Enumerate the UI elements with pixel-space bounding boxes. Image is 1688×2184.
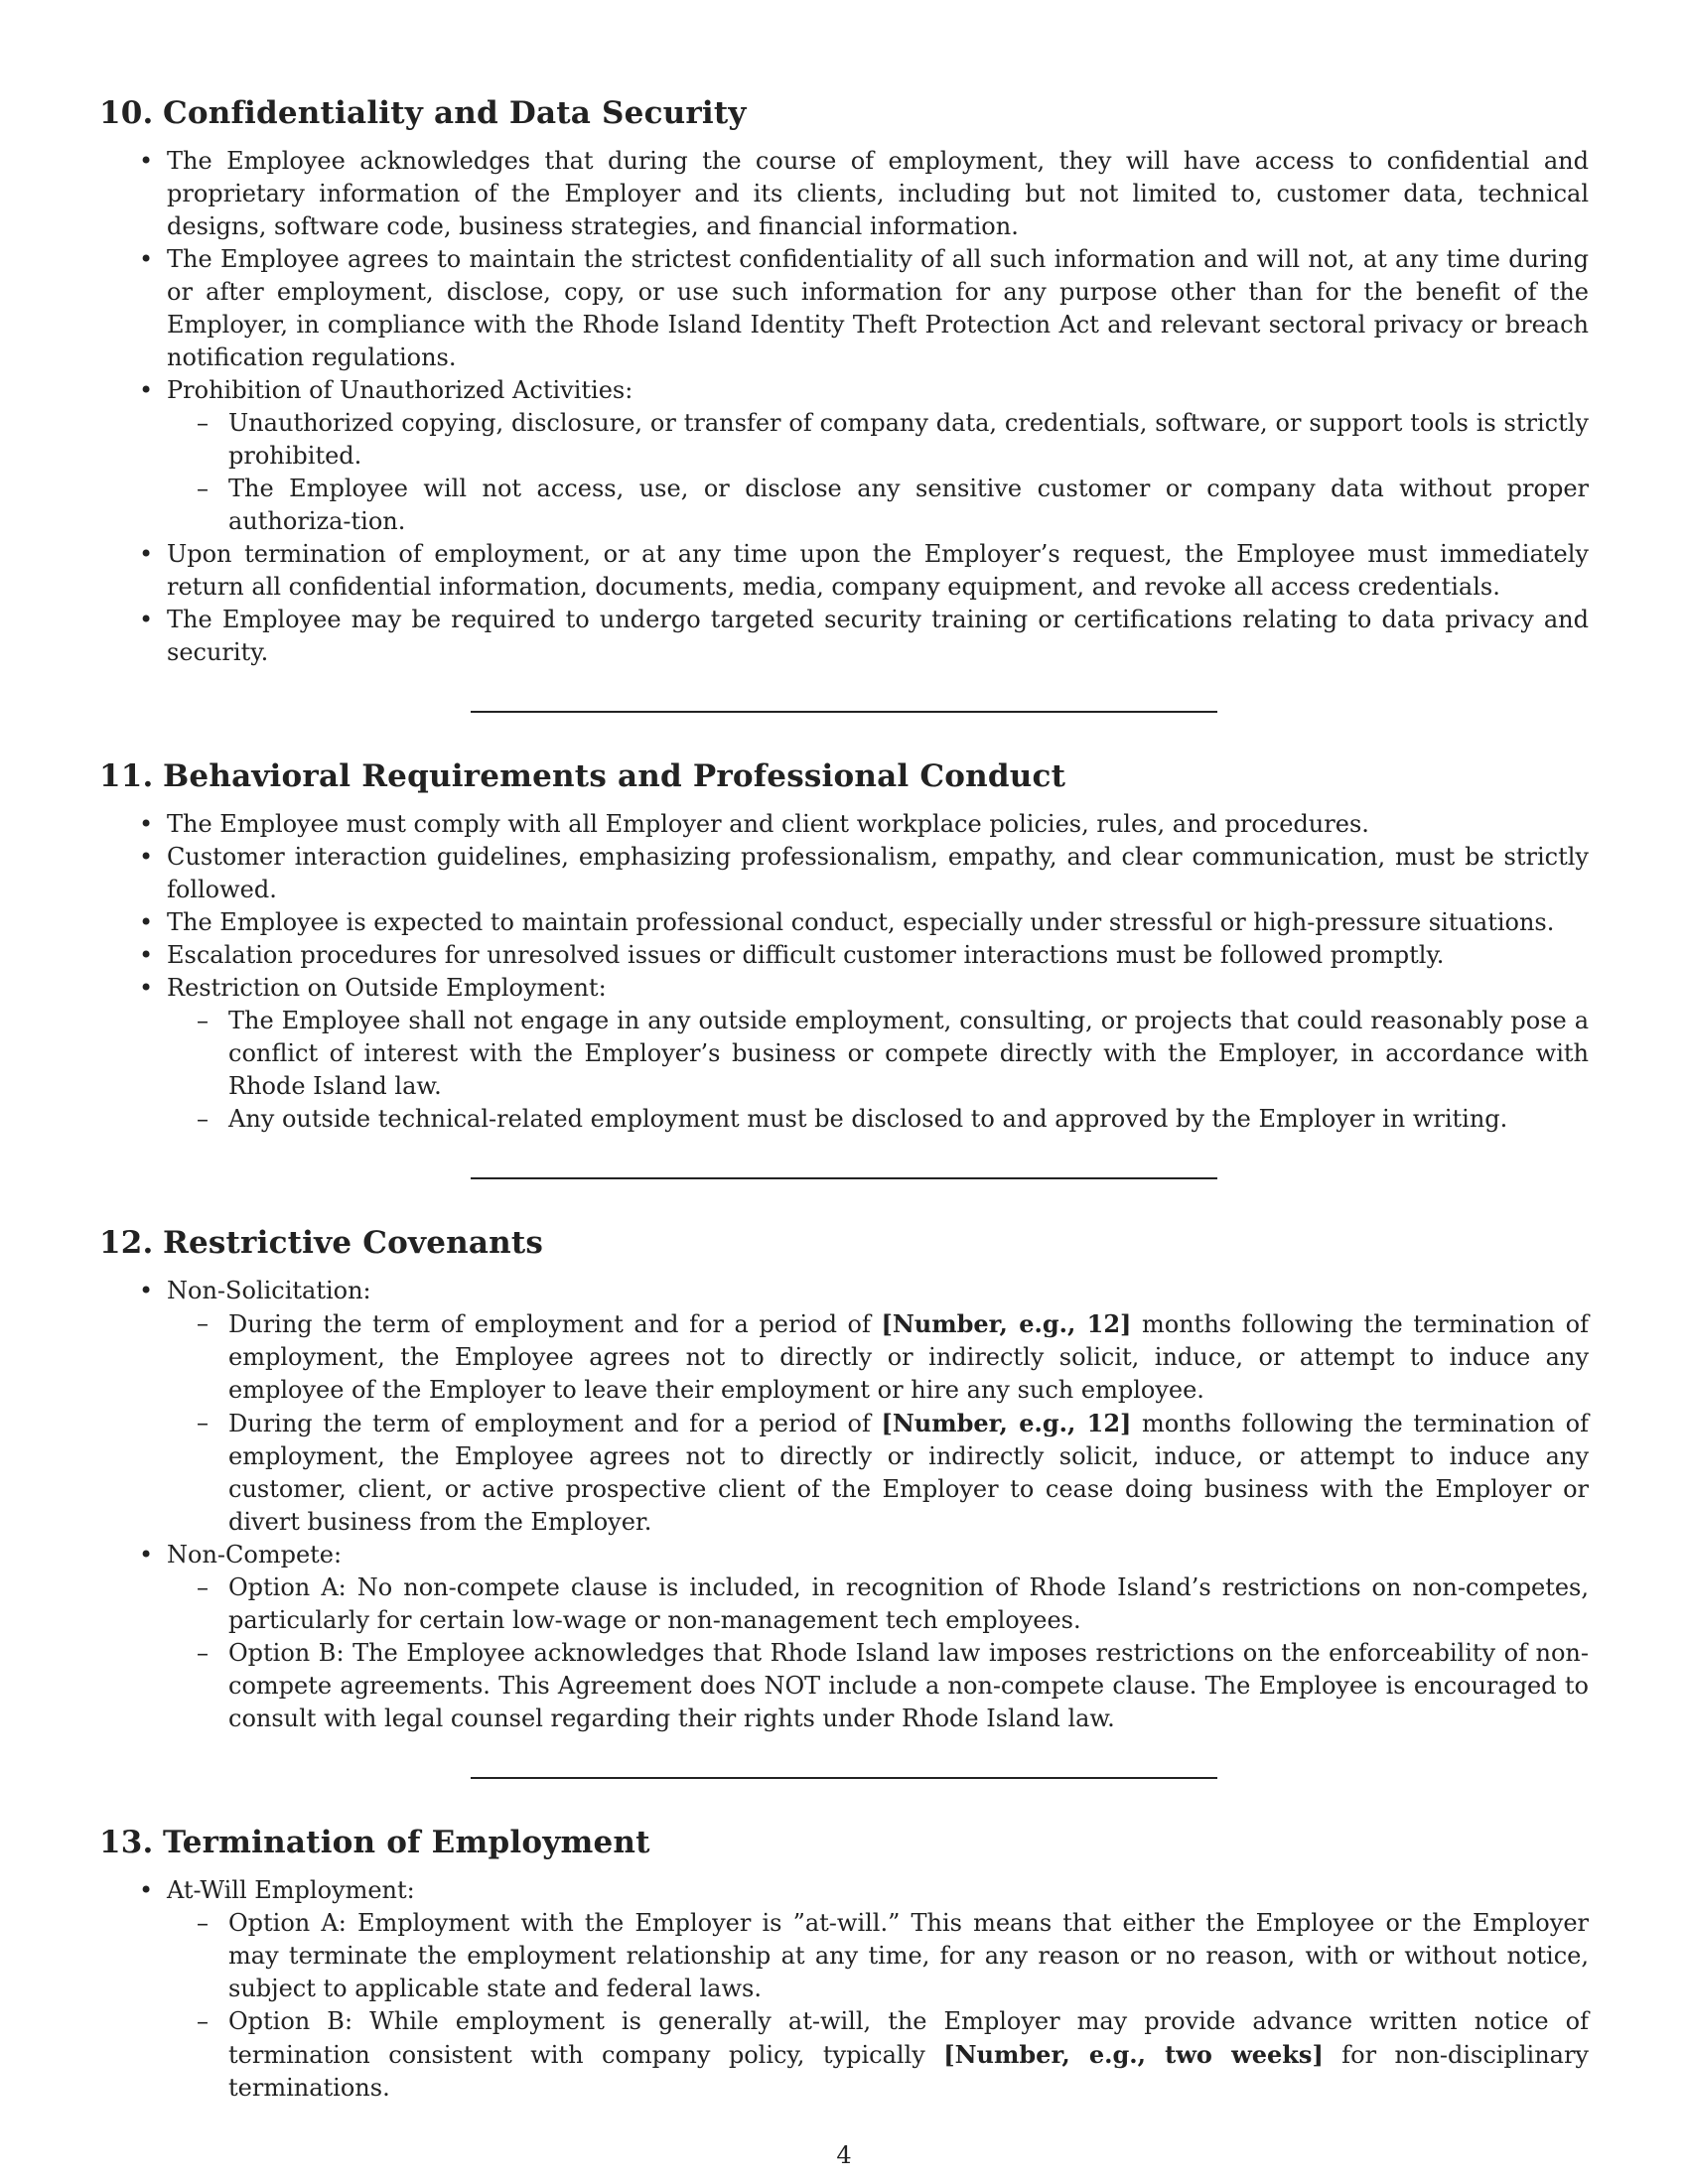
list-item-label: Non-Compete: <box>167 1541 343 1569</box>
list-item-label: Restriction on Outside Employment: <box>167 974 607 1002</box>
list-item-label: Non-Solicitation: <box>167 1277 371 1304</box>
section-heading <box>99 95 1589 131</box>
list-item: • The Employee may be required to undergo targeted security training or certifications relating to data privacy and security. <box>167 604 1589 669</box>
text-run: Option B: While employment is generally at-will, the Employer may provide advance written notice of termination consistent with company policy, typically <box>228 2007 1589 2069</box>
section-divider <box>471 1177 1217 1179</box>
sub-list-item: – Option A: No non-compete clause is included, in recognition of Rhode Island’s restrictions on non-competes, particularly for certain low-wage or non-management tech employees. <box>228 1571 1589 1637</box>
sub-list-item <box>228 1407 1589 1539</box>
document-page <box>99 95 1589 2105</box>
placeholder-field: [Number, e.g., 12] <box>881 1409 1132 1437</box>
sub-list <box>167 407 1589 538</box>
bullet-list <box>99 145 1589 669</box>
list-item: • The Employee must comply with all Employer and client workplace policies, rules, and procedures. <box>167 808 1589 841</box>
section-number: 11. <box>99 758 154 794</box>
section-13 <box>99 1825 1589 2105</box>
list-item: • The Employee agrees to maintain the strictest confidentiality of all such information and will not, at any time during or after employment, disclose, copy, or use such information for any purpose other than for the benefit of the Employer, in compliance with the Rhode Island Identity Theft Protection Act and relevant sectoral privacy or breach notification regulations. <box>167 243 1589 374</box>
sub-list-item: – Any outside technical-related employment must be disclosed to and approved by the Employer in writing. <box>228 1103 1589 1136</box>
section-number: 13. <box>99 1825 154 1860</box>
bullet-list <box>99 808 1589 1136</box>
page-number: 4 <box>836 2141 852 2169</box>
sub-list-item: – Option B: The Employee acknowledges that Rhode Island law imposes restrictions on the enforceability of non-compete agreements. This Agreement does NOT include a non-compete clause. The Employee is encouraged to consult with legal counsel regarding their rights under Rhode Island law. <box>228 1637 1589 1735</box>
text-run: months following the termination of employment, the Employee agrees not to directly or indirectly solicit, induce, or attempt to induce any customer, client, or active prospective client of the Employer to cease doing business with the Employer or divert business from the Employer. <box>228 1410 1590 1536</box>
list-item: • Upon termination of employment, or at any time upon the Employer’s request, the Employee must immediately return all confidential information, documents, media, company equipment, and revoke all access credentials. <box>167 538 1589 604</box>
placeholder-field: [Number, e.g., two weeks] <box>943 2040 1324 2069</box>
sub-list-item: – The Employee shall not engage in any outside employment, consulting, or projects that could reasonably pose a conflict of interest with the Employer’s business or compete directly with the Employer, in accordance with Rhode Island law. <box>228 1005 1589 1103</box>
sub-list <box>167 1307 1589 1539</box>
list-item: • The Employee is expected to maintain professional conduct, especially under stressful or high-pressure situations. <box>167 906 1589 939</box>
bullet-list <box>99 1874 1589 2105</box>
list-item <box>167 1539 1589 1735</box>
bullet-list <box>99 1275 1589 1735</box>
section-number: 10. <box>99 95 154 131</box>
list-item-label: Prohibition of Unauthorized Activities: <box>167 376 633 404</box>
section-title: Restrictive Covenants <box>163 1225 544 1261</box>
section-heading <box>99 1225 1589 1261</box>
sub-list-item <box>228 1307 1589 1407</box>
list-item: • Customer interaction guidelines, emphasizing professionalism, empathy, and clear communication, must be strictly followed. <box>167 841 1589 906</box>
sub-list <box>167 1005 1589 1136</box>
placeholder-field: [Number, e.g., 12] <box>881 1309 1132 1338</box>
section-title: Confidentiality and Data Security <box>163 95 747 131</box>
sub-list-item <box>228 2005 1589 2105</box>
text-run: During the term of employment and for a period of <box>228 1310 882 1338</box>
sub-list-item: – Unauthorized copying, disclosure, or transfer of company data, credentials, software, or support tools is strictly prohibited. <box>228 407 1589 473</box>
list-item <box>167 1275 1589 1539</box>
list-item <box>167 972 1589 1136</box>
sub-list-item: – Option A: Employment with the Employer is ”at-will.” This means that either the Employee or the Employer may terminate the employment relationship at any time, for any reason or no reason, with or without notice, subject to applicable state and federal laws. <box>228 1907 1589 2005</box>
section-divider <box>471 711 1217 713</box>
section-heading <box>99 758 1589 794</box>
sub-list <box>167 1571 1589 1735</box>
sub-list <box>167 1907 1589 2105</box>
list-item: • The Employee acknowledges that during the course of employment, they will have access to confidential and proprietary information of the Employer and its clients, including but not limited to, customer data, technical designs, software code, business strategies, and financial information. <box>167 145 1589 243</box>
text-run: During the term of employment and for a period of <box>228 1410 882 1437</box>
section-title: Termination of Employment <box>163 1825 650 1860</box>
section-title: Behavioral Requirements and Professional Conduct <box>163 758 1066 794</box>
section-number: 12. <box>99 1225 154 1261</box>
list-item <box>167 374 1589 538</box>
text-run: for non-disciplinary terminations. <box>228 2041 1589 2102</box>
section-12 <box>99 1225 1589 1735</box>
text-run: months following the termination of employment, the Employee agrees not to directly or indirectly solicit, induce, or attempt to induce any employee of the Employer to leave their employment or hire any such employee. <box>228 1310 1590 1404</box>
list-item-label: At-Will Employment: <box>167 1876 415 1904</box>
section-11 <box>99 758 1589 1136</box>
list-item <box>167 1874 1589 2105</box>
sub-list-item: – The Employee will not access, use, or disclose any sensitive customer or company data without proper authoriza-tion. <box>228 473 1589 538</box>
list-item: • Escalation procedures for unresolved issues or difficult customer interactions must be followed promptly. <box>167 939 1589 972</box>
section-heading <box>99 1825 1589 1860</box>
section-10 <box>99 95 1589 669</box>
section-divider <box>471 1777 1217 1779</box>
